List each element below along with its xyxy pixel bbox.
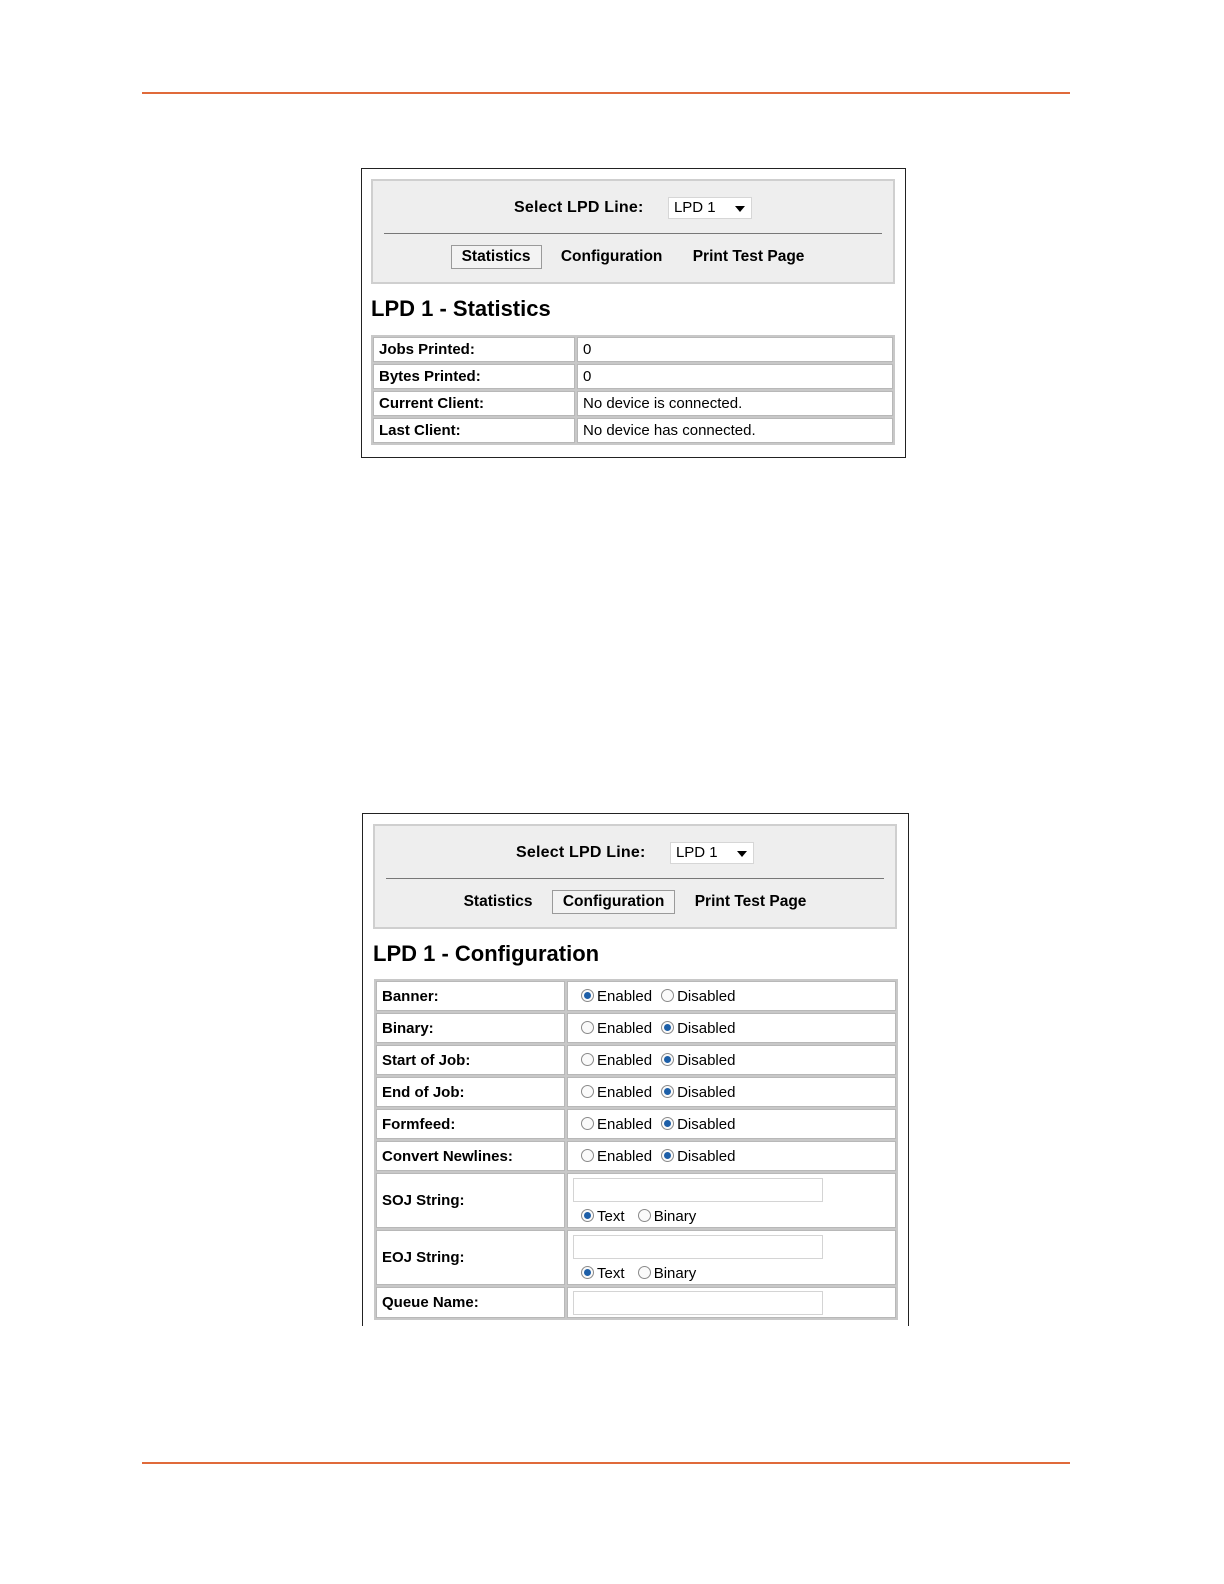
table-row [373, 364, 893, 389]
option-label: Enabled [597, 1051, 653, 1069]
table-row [376, 981, 896, 1011]
select-lpd-line-row [375, 842, 895, 866]
chevron-down-icon[interactable] [735, 206, 745, 212]
option-label: Binary [653, 1264, 697, 1282]
header-rule [142, 92, 1070, 94]
soj-format-text-option[interactable] [581, 1208, 625, 1225]
table-row [376, 1287, 896, 1318]
queue-name-cell [567, 1287, 896, 1318]
eoj-string-label: EOJ String: [376, 1230, 565, 1285]
tab-print-test-page[interactable]: Print Test Page [692, 248, 805, 265]
binary-label: Binary: [376, 1013, 565, 1043]
start-of-job-options [567, 1045, 896, 1075]
soj-format-binary-option[interactable] [638, 1208, 697, 1225]
end-of-job-enabled-option[interactable] [581, 1084, 652, 1101]
start-of-job-disabled-option[interactable] [661, 1052, 735, 1069]
formfeed-enabled-radio[interactable] [581, 1117, 594, 1130]
select-lpd-line-label: Select LPD Line: [516, 844, 646, 861]
table-row [376, 1141, 896, 1171]
end-of-job-label: End of Job: [376, 1077, 565, 1107]
convert-newlines-options [567, 1141, 896, 1171]
table-row [373, 337, 893, 362]
configuration-table [374, 979, 898, 1320]
banner-enabled-option[interactable] [581, 988, 652, 1005]
option-label: Disabled [677, 1147, 736, 1165]
banner-label: Banner: [376, 981, 565, 1011]
option-label: Disabled [677, 1083, 736, 1101]
soj-string-cell [567, 1173, 896, 1228]
page-title: LPD 1 - Statistics [371, 296, 551, 321]
banner-disabled-radio[interactable] [661, 989, 674, 1002]
eoj-string-cell [567, 1230, 896, 1285]
option-label: Enabled [597, 987, 653, 1005]
table-row [373, 418, 893, 443]
lpd-control-panel [371, 179, 895, 284]
lpd-line-select-value: LPD 1 [673, 199, 716, 216]
option-label: Disabled [677, 1051, 736, 1069]
binary-enabled-radio[interactable] [581, 1021, 594, 1034]
eoj-format-binary-option[interactable] [638, 1265, 697, 1282]
configuration-screenshot [362, 813, 909, 1326]
chevron-down-icon[interactable] [737, 851, 747, 857]
eoj-format-text-option[interactable] [581, 1265, 625, 1282]
row-label: Current Client: [373, 391, 575, 416]
binary-disabled-option[interactable] [661, 1020, 735, 1037]
banner-disabled-option[interactable] [661, 988, 735, 1005]
formfeed-options [567, 1109, 896, 1139]
eoj-format-binary-radio[interactable] [638, 1266, 651, 1279]
soj-format-group [573, 1208, 890, 1225]
row-value: No device is connected. [577, 391, 893, 416]
select-lpd-line-label: Select LPD Line: [514, 199, 644, 216]
binary-enabled-option[interactable] [581, 1020, 652, 1037]
convert-newlines-enabled-option[interactable] [581, 1148, 652, 1165]
option-label: Enabled [597, 1115, 653, 1133]
banner-options [567, 981, 896, 1011]
eoj-string-input[interactable] [573, 1235, 823, 1259]
table-row [376, 1173, 896, 1228]
lpd-tabs [375, 890, 895, 914]
tab-statistics[interactable]: Statistics [463, 893, 533, 910]
tab-configuration[interactable]: Configuration [552, 890, 676, 914]
option-label: Binary [653, 1207, 697, 1225]
option-label: Disabled [677, 987, 736, 1005]
footer-rule [142, 1462, 1070, 1464]
row-value: No device has connected. [577, 418, 893, 443]
select-lpd-line-row [373, 197, 893, 221]
panel-divider [384, 233, 882, 234]
convert-newlines-disabled-option[interactable] [661, 1148, 735, 1165]
soj-string-input[interactable] [573, 1178, 823, 1202]
row-label: Last Client: [373, 418, 575, 443]
convert-newlines-label: Convert Newlines: [376, 1141, 565, 1171]
option-label: Text [597, 1264, 625, 1282]
queue-name-label: Queue Name: [376, 1287, 565, 1318]
binary-options [567, 1013, 896, 1043]
end-of-job-enabled-radio[interactable] [581, 1085, 594, 1098]
tab-configuration[interactable]: Configuration [560, 248, 663, 265]
table-row [376, 1045, 896, 1075]
soj-format-text-radio[interactable] [581, 1209, 594, 1222]
eoj-format-group [573, 1265, 890, 1282]
option-label: Enabled [597, 1019, 653, 1037]
row-value: 0 [577, 364, 893, 389]
option-label: Enabled [597, 1147, 653, 1165]
statistics-table [371, 335, 895, 445]
lpd-line-select-value: LPD 1 [675, 844, 718, 861]
option-label: Enabled [597, 1083, 653, 1101]
lpd-line-select[interactable] [668, 197, 752, 219]
tab-print-test-page[interactable]: Print Test Page [694, 893, 807, 910]
lpd-control-panel [373, 824, 897, 929]
table-row [376, 1013, 896, 1043]
lpd-tabs [373, 245, 893, 269]
start-of-job-enabled-radio[interactable] [581, 1053, 594, 1066]
row-label: Jobs Printed: [373, 337, 575, 362]
table-row [376, 1230, 896, 1285]
eoj-format-text-radio[interactable] [581, 1266, 594, 1279]
table-row [376, 1077, 896, 1107]
soj-format-binary-radio[interactable] [638, 1209, 651, 1222]
page-title: LPD 1 - Configuration [373, 941, 600, 966]
option-label: Disabled [677, 1115, 736, 1133]
start-of-job-label: Start of Job: [376, 1045, 565, 1075]
formfeed-disabled-option[interactable] [661, 1116, 735, 1133]
row-label: Bytes Printed: [373, 364, 575, 389]
option-label: Text [597, 1207, 625, 1225]
binary-disabled-radio[interactable] [661, 1021, 674, 1034]
row-value: 0 [577, 337, 893, 362]
start-of-job-enabled-option[interactable] [581, 1052, 652, 1069]
banner-enabled-radio[interactable] [581, 989, 594, 1002]
formfeed-label: Formfeed: [376, 1109, 565, 1139]
table-row [376, 1109, 896, 1139]
formfeed-enabled-option[interactable] [581, 1116, 652, 1133]
convert-newlines-enabled-radio[interactable] [581, 1149, 594, 1162]
panel-divider [386, 878, 884, 879]
table-row [373, 391, 893, 416]
end-of-job-options [567, 1077, 896, 1107]
option-label: Disabled [677, 1019, 736, 1037]
soj-string-label: SOJ String: [376, 1173, 565, 1228]
tab-statistics[interactable]: Statistics [451, 245, 542, 269]
end-of-job-disabled-radio[interactable] [661, 1085, 674, 1098]
end-of-job-disabled-option[interactable] [661, 1084, 735, 1101]
formfeed-disabled-radio[interactable] [661, 1117, 674, 1130]
start-of-job-disabled-radio[interactable] [661, 1053, 674, 1066]
queue-name-input[interactable] [573, 1291, 823, 1315]
statistics-screenshot [361, 168, 906, 458]
convert-newlines-disabled-radio[interactable] [661, 1149, 674, 1162]
lpd-line-select[interactable] [670, 842, 754, 864]
